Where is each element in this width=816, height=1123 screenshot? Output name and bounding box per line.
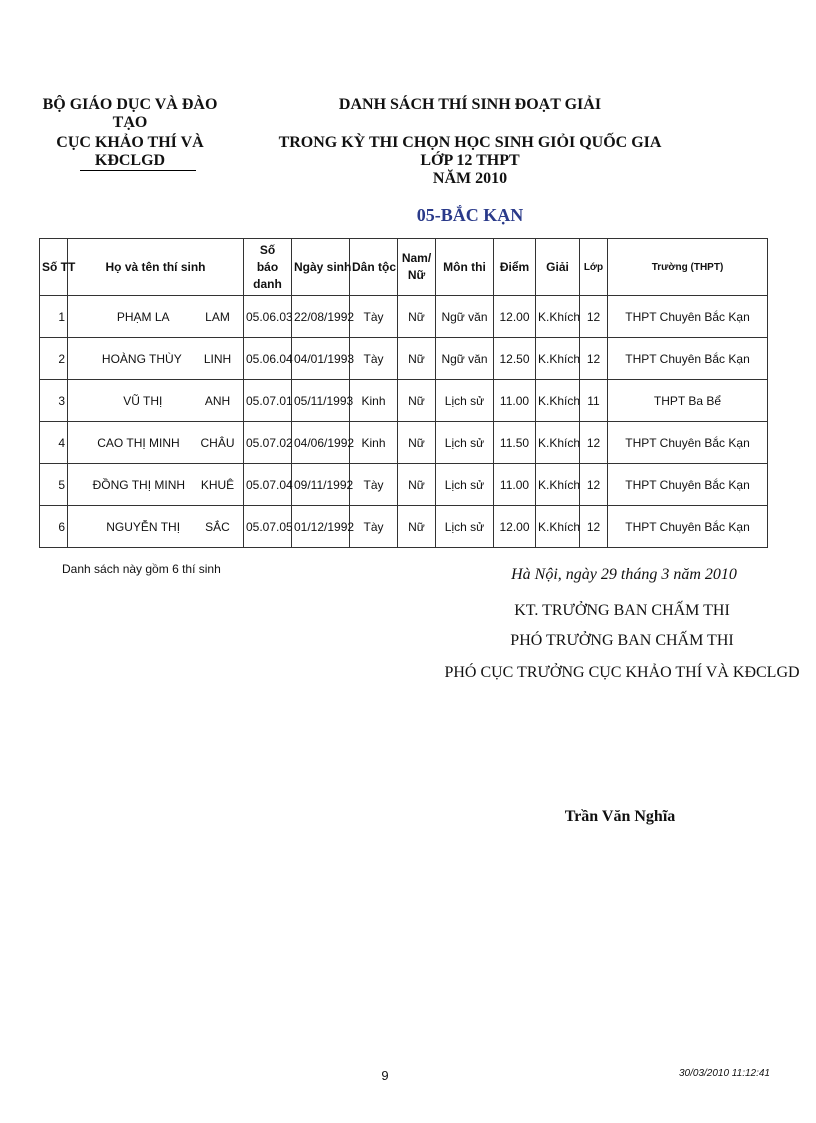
cell-given-name: LAM [205, 309, 230, 324]
cell-family-name: VŨ THỊ [123, 393, 163, 408]
signature-title-3: PHÓ CỤC TRƯỞNG CỤC KHẢO THÍ VÀ KĐCLGD [444, 664, 800, 681]
header-sbd: Số báo danh [244, 239, 292, 296]
cell-ethnic: Kinh [350, 422, 398, 464]
cell-stt: 6 [40, 506, 68, 548]
cell-grade: 11 [580, 380, 608, 422]
department-name: CỤC KHẢO THÍ VÀ KĐCLGD [56, 134, 204, 169]
cell-grade: 12 [580, 296, 608, 338]
cell-gender: Nữ [398, 422, 436, 464]
cell-name [68, 380, 244, 422]
cell-score: 11.00 [494, 380, 536, 422]
table-row [40, 464, 768, 506]
cell-grade: 12 [580, 338, 608, 380]
cell-sbd: 05.07.05 [244, 506, 292, 548]
cell-ethnic: Tày [350, 464, 398, 506]
cell-stt: 2 [40, 338, 68, 380]
cell-stt: 1 [40, 296, 68, 338]
cell-dob: 22/08/1992 [292, 296, 350, 338]
cell-family-name: NGUYỄN THỊ [106, 519, 181, 534]
cell-name [68, 338, 244, 380]
cell-subject: Lịch sử [436, 506, 494, 548]
signature-title-1: KT. TRƯỞNG BAN CHẤM THI [514, 602, 730, 619]
cell-given-name: KHUÊ [200, 477, 235, 492]
cell-ethnic: Tày [350, 296, 398, 338]
cell-score: 11.00 [494, 464, 536, 506]
table-row [40, 422, 768, 464]
cell-dob: 09/11/1992 [292, 464, 350, 506]
cell-dob: 04/01/1993 [292, 338, 350, 380]
header-ethnic: Dân tộc [350, 239, 398, 296]
cell-grade: 12 [580, 506, 608, 548]
table-row [40, 380, 768, 422]
cell-gender: Nữ [398, 464, 436, 506]
cell-prize: K.Khích [536, 296, 580, 338]
document-year: NĂM 2010 [432, 170, 508, 187]
cell-family-name: ĐỒNG THỊ MINH [92, 477, 186, 492]
document-title: DANH SÁCH THÍ SINH ĐOẠT GIẢI [338, 96, 602, 113]
header-school: Trường (THPT) [608, 239, 768, 296]
cell-school: THPT Chuyên Bắc Kạn [608, 296, 768, 338]
province-heading: 05-BẮC KẠN [416, 205, 524, 225]
cell-name [68, 506, 244, 548]
place-date: Hà Nội, ngày 29 tháng 3 năm 2010 [511, 566, 737, 583]
cell-subject: Ngữ văn [436, 296, 494, 338]
table-row [40, 506, 768, 548]
cell-subject: Ngữ văn [436, 338, 494, 380]
cell-dob: 05/11/1993 [292, 380, 350, 422]
cell-dob: 01/12/1992 [292, 506, 350, 548]
header-score: Điểm [494, 239, 536, 296]
cell-family-name: PHẠM LA [116, 309, 170, 324]
header-name: Họ và tên thí sinh [68, 239, 244, 296]
cell-ethnic: Kinh [350, 380, 398, 422]
cell-school: THPT Ba Bể [608, 380, 768, 422]
cell-score: 12.00 [494, 296, 536, 338]
cell-ethnic: Tày [350, 338, 398, 380]
cell-subject: Lịch sử [436, 422, 494, 464]
header-gender: Nam/ Nữ [398, 239, 436, 296]
candidate-count-note: Danh sách này gồm 6 thí sinh [62, 562, 221, 576]
cell-gender: Nữ [398, 296, 436, 338]
cell-score: 12.50 [494, 338, 536, 380]
signature-title-2: PHÓ TRƯỞNG BAN CHẤM THI [510, 632, 734, 649]
cell-sbd: 05.07.02 [244, 422, 292, 464]
cell-given-name: CHÂU [200, 435, 235, 450]
cell-prize: K.Khích [536, 380, 580, 422]
cell-stt: 5 [40, 464, 68, 506]
cell-school: THPT Chuyên Bắc Kạn [608, 422, 768, 464]
winners-table [39, 238, 768, 548]
cell-prize: K.Khích [536, 422, 580, 464]
cell-prize: K.Khích [536, 338, 580, 380]
cell-subject: Lịch sử [436, 380, 494, 422]
cell-stt: 4 [40, 422, 68, 464]
cell-prize: K.Khích [536, 506, 580, 548]
cell-family-name: CAO THỊ MINH [97, 435, 180, 450]
document-subtitle: TRONG KỲ THI CHỌN HỌC SINH GIỎI QUỐC GIA LỚP 12 THPT [278, 134, 662, 169]
ministry-name: BỘ GIÁO DỤC VÀ ĐÀO TẠO [42, 96, 218, 131]
cell-given-name: LINH [203, 351, 232, 366]
cell-dob: 04/06/1992 [292, 422, 350, 464]
header-subject: Môn thi [436, 239, 494, 296]
cell-stt: 3 [40, 380, 68, 422]
table-row [40, 296, 768, 338]
cell-gender: Nữ [398, 506, 436, 548]
header-underline [80, 170, 196, 171]
cell-sbd: 05.07.04 [244, 464, 292, 506]
cell-grade: 12 [580, 422, 608, 464]
cell-gender: Nữ [398, 380, 436, 422]
cell-name [68, 422, 244, 464]
signer-name: Trần Văn Nghĩa [564, 808, 676, 825]
cell-gender: Nữ [398, 338, 436, 380]
cell-subject: Lịch sử [436, 464, 494, 506]
cell-score: 12.00 [494, 506, 536, 548]
cell-family-name: HOÀNG THÙY [101, 351, 182, 366]
cell-given-name: ANH [204, 393, 231, 408]
cell-school: THPT Chuyên Bắc Kạn [608, 338, 768, 380]
table-row [40, 338, 768, 380]
cell-school: THPT Chuyên Bắc Kạn [608, 464, 768, 506]
cell-prize: K.Khích [536, 464, 580, 506]
header-grade: Lớp [580, 239, 608, 296]
cell-sbd: 05.07.01 [244, 380, 292, 422]
cell-sbd: 05.06.04 [244, 338, 292, 380]
header-dob: Ngày sinh [292, 239, 350, 296]
cell-grade: 12 [580, 464, 608, 506]
header-prize: Giải [536, 239, 580, 296]
cell-ethnic: Tày [350, 506, 398, 548]
cell-name [68, 296, 244, 338]
cell-given-name: SẮC [205, 519, 230, 534]
cell-school: THPT Chuyên Bắc Kạn [608, 506, 768, 548]
cell-score: 11.50 [494, 422, 536, 464]
cell-sbd: 05.06.03 [244, 296, 292, 338]
header-stt: Số TT [40, 239, 68, 296]
cell-name [68, 464, 244, 506]
page-number: 9 [381, 1068, 389, 1083]
print-timestamp: 30/03/2010 11:12:41 [678, 1068, 770, 1079]
table-header-row [40, 239, 768, 296]
